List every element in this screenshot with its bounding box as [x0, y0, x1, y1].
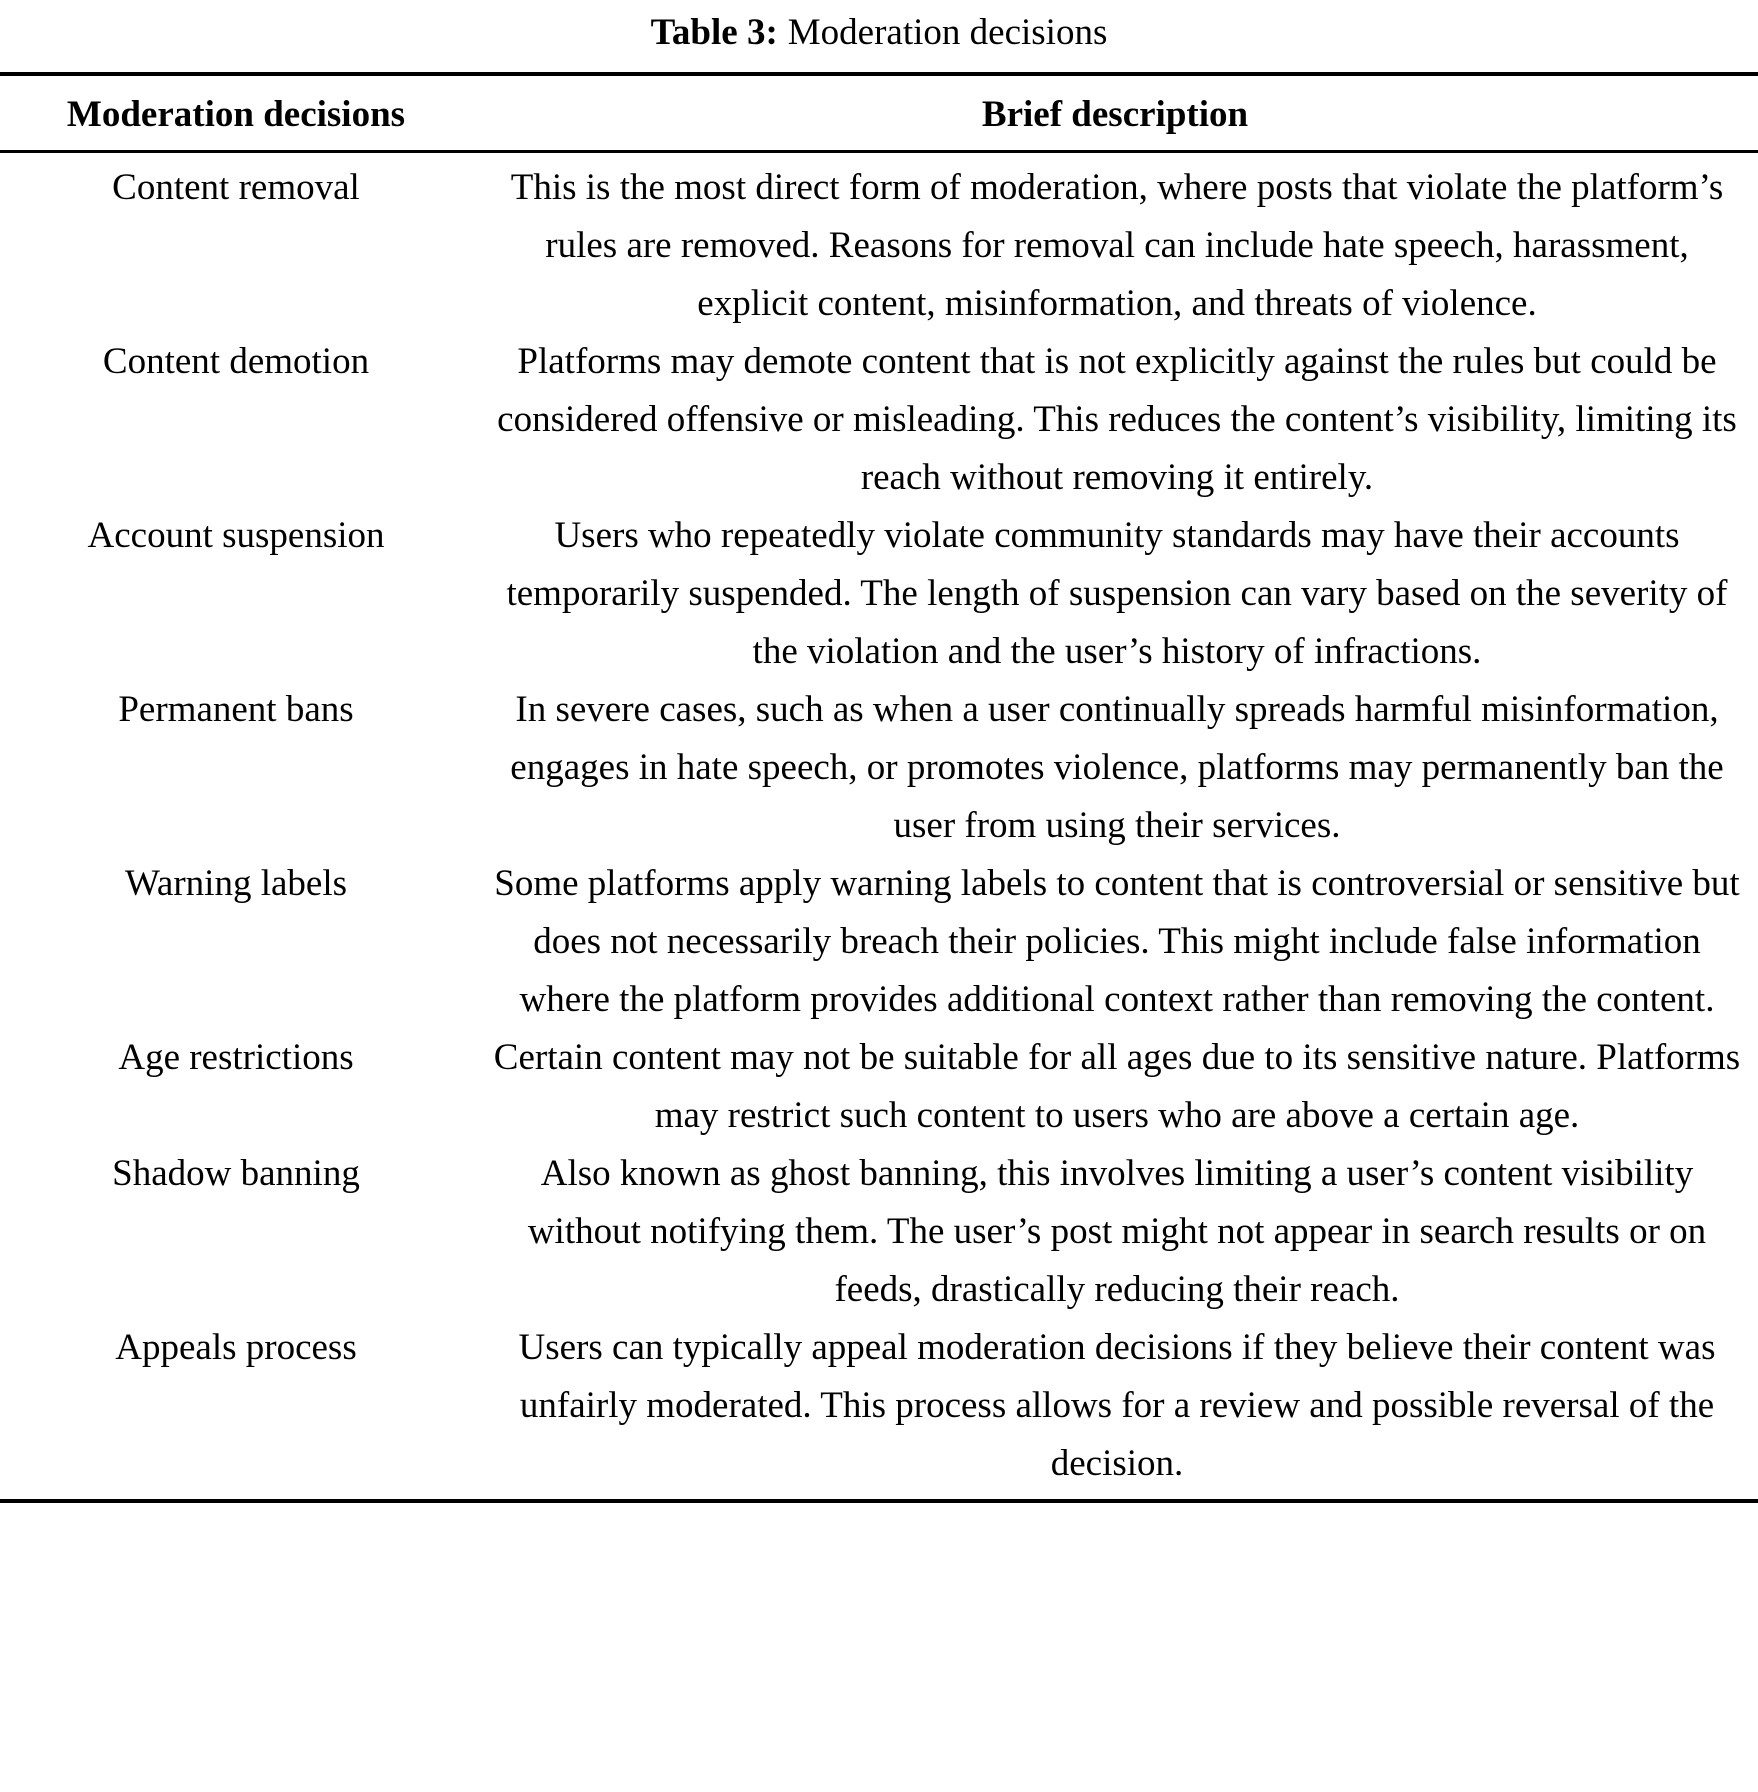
table-caption — [0, 8, 1758, 58]
table-row-appeals-process — [0, 1319, 1758, 1501]
table-row-shadow-banning — [0, 1145, 1758, 1319]
table-header — [0, 74, 1758, 152]
row-label: Warning labels — [124, 863, 348, 904]
row-description: Platforms may demote content that is not explicitly against the rules but could be considered offensive or misleading. This reduces the content’s visibility, limiting its reach without removing it entirely. — [497, 341, 1737, 498]
row-label: Account suspension — [87, 515, 385, 556]
row-description: Users can typically appeal moderation decisions if they believe their content was unfairly moderated. This process allows for a review and possible reversal of the decision. — [518, 1327, 1716, 1484]
row-description: This is the most direct form of moderation, where posts that violate the platform’s rules are removed. Reasons for removal can include hate speech, harassment, explicit content, misinformation, and threats of violence. — [510, 167, 1724, 324]
row-description: In severe cases, such as when a user continually spreads harmful misinformation, engages in hate speech, or promotes violence, platforms may permanently ban the user from using their services. — [510, 689, 1724, 846]
row-description: Users who repeatedly violate community standards may have their accounts temporarily suspended. The length of suspension can vary based on the severity of the violation and the user’s history of infractions. — [506, 515, 1728, 672]
row-description: Certain content may not be suitable for all ages due to its sensitive nature. Platforms may restrict such content to users who are above a certain age. — [493, 1037, 1741, 1136]
row-label: Shadow banning — [112, 1153, 360, 1194]
table-row-permanent-bans — [0, 681, 1758, 855]
row-label: Content removal — [112, 167, 360, 208]
table-body — [0, 152, 1758, 1502]
table-row-warning-labels — [0, 855, 1758, 1029]
header-row — [0, 74, 1758, 152]
row-description: Also known as ghost banning, this involves limiting a user’s content visibility without notifying them. The user’s post might not appear in search results or on feeds, drastically reducing their reach. — [527, 1153, 1707, 1310]
table-row-account-suspension — [0, 507, 1758, 681]
row-description: Some platforms apply warning labels to content that is controversial or sensitive but does not necessarily breach their policies. This might include false information where the platform provides additional context rather than removing the content. — [494, 863, 1740, 1020]
row-label: Permanent bans — [118, 689, 354, 730]
row-label: Content demotion — [102, 341, 370, 382]
row-label: Age restrictions — [118, 1037, 354, 1078]
column-header-moderation-decisions: Moderation decisions — [0, 74, 472, 152]
row-label: Appeals process — [115, 1327, 357, 1368]
table-row-age-restrictions — [0, 1029, 1758, 1145]
table-caption-title: Moderation decisions — [787, 12, 1108, 53]
table-caption-label: Table 3: — [650, 12, 778, 53]
column-header-brief-description: Brief description — [472, 74, 1758, 152]
moderation-decisions-table — [0, 72, 1758, 1503]
table-row-content-removal — [0, 152, 1758, 334]
table-row-content-demotion — [0, 333, 1758, 507]
